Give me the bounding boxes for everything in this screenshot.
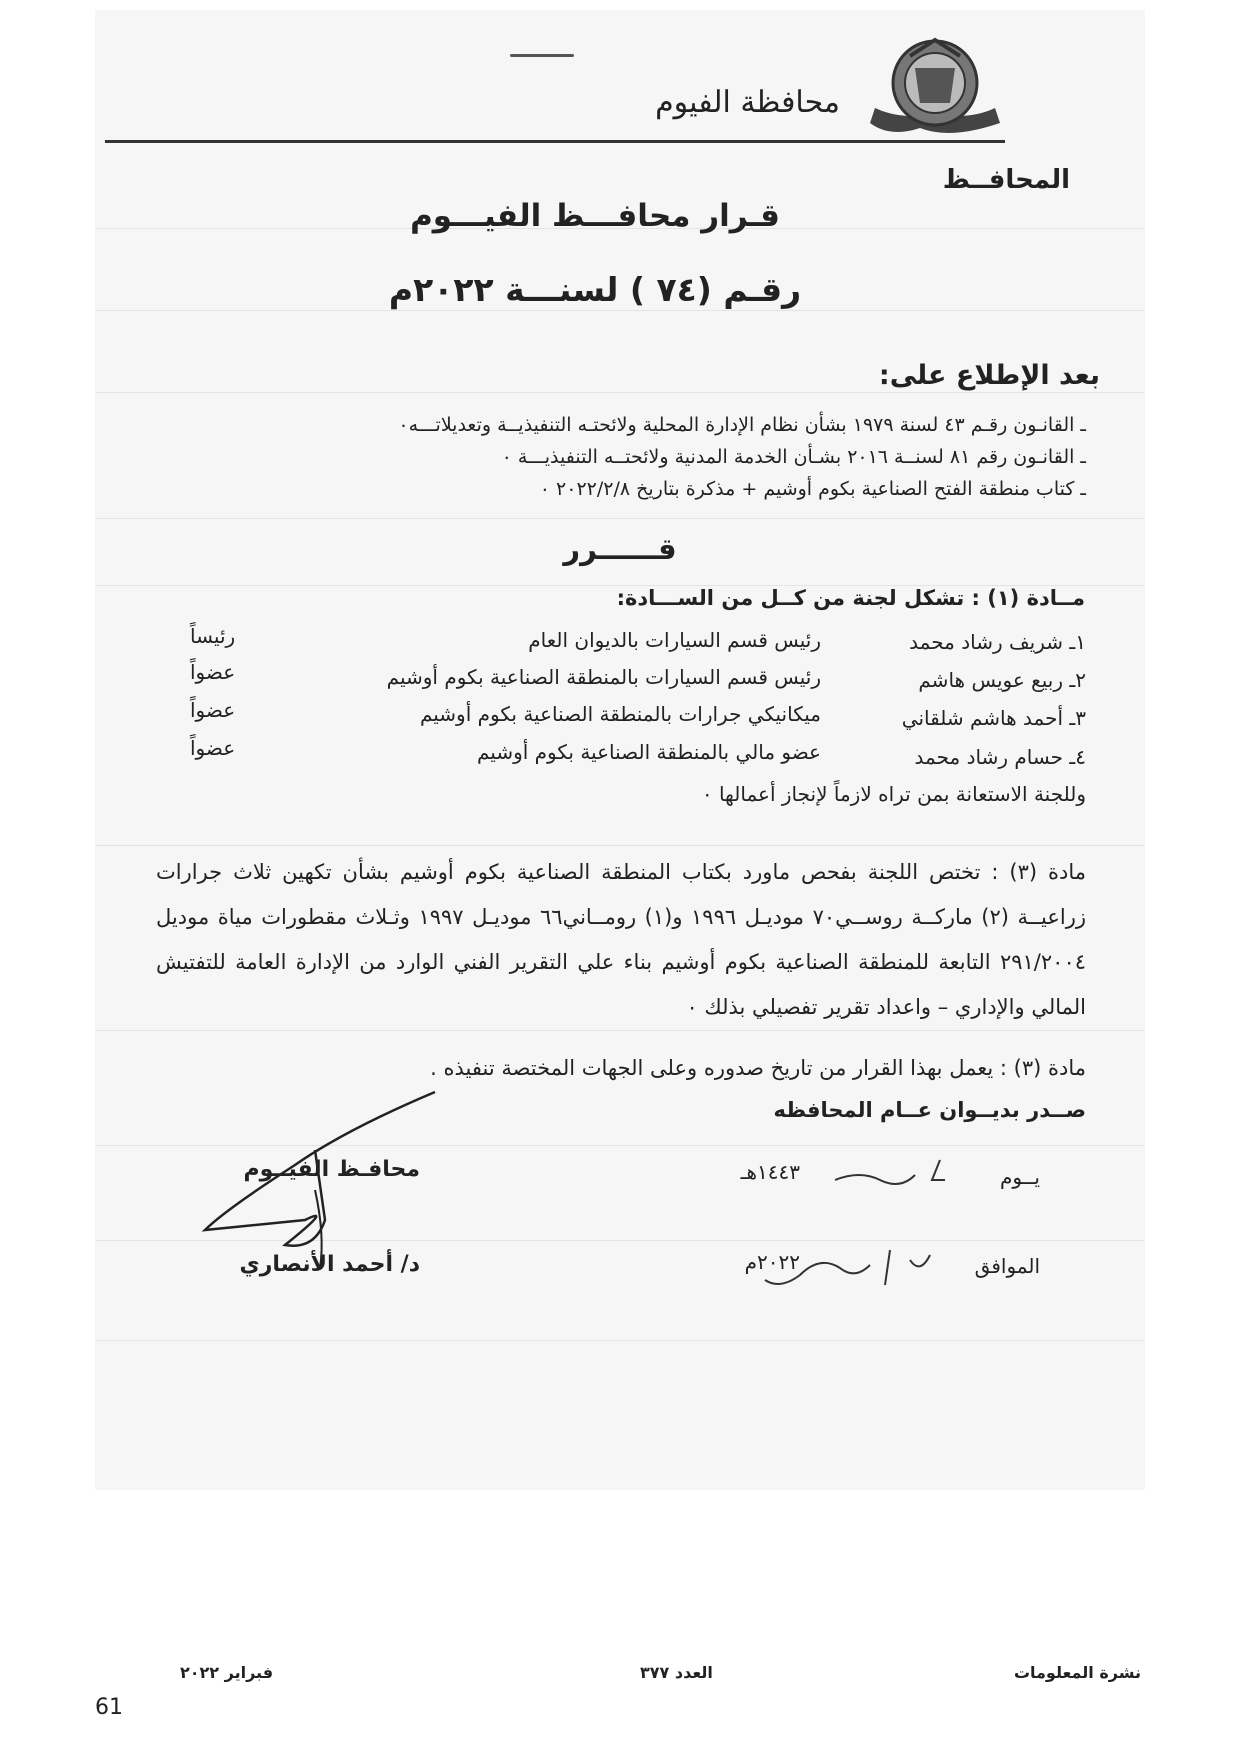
decision-heading: قــــــرر: [563, 532, 677, 566]
member-role: عضواً: [190, 660, 236, 684]
committee-statement: وللجنة الاستعانة بمن تراه لازماً لإنجاز أعمالها ٠: [701, 782, 1086, 806]
preamble-item: ـ القانـون رقـم ٤٣ لسنة ١٩٧٩ بشأن نظام الإدارة المحلية ولائحتـه التنفيذيــة وتعديلاتـــه٠: [398, 414, 1086, 436]
article3-text: مادة (٣) : يعمل بهذا القرار من تاريخ صدوره وعلى الجهات المختصة تنفيذه .: [430, 1056, 1086, 1080]
member-name: ١ـ شريف رشاد محمد: [909, 630, 1086, 654]
footer-publication: نشرة المعلومات: [1013, 1663, 1141, 1682]
governorate-seal-icon: [860, 28, 1010, 146]
office-label: المحافــظ: [942, 165, 1070, 195]
decree-title: قـرار محافـــظ الفيـــوم: [410, 198, 780, 234]
greg-date: ٢٠٢٢م: [744, 1250, 800, 1274]
member-title: رئيس قسم السيارات بالمنطقة الصناعية بكوم أوشيم: [386, 665, 821, 689]
preamble-item: ـ القانـون رقم ٨١ لسنــة ٢٠١٦ بشـأن الخدمة المدنية ولائحتــه التنفيذيـــة ٠: [501, 446, 1086, 468]
member-name: ٤ـ حسام رشاد محمد: [914, 745, 1086, 769]
greg-date-label: الموافق: [974, 1254, 1040, 1278]
header-dash: [510, 54, 574, 57]
footer-issue: العدد ٣٧٧: [640, 1663, 713, 1682]
day-label: يــوم: [1000, 1165, 1040, 1189]
member-name: ٣ـ أحمد هاشم شلقاني: [901, 706, 1086, 730]
article1-heading: مــادة (١) : تشكل لجنة من كــل من الســـادة:: [616, 586, 1085, 610]
handwritten-hijri-date-icon: [820, 1150, 960, 1200]
member-role: عضواً: [190, 698, 236, 722]
member-title: ميكانيكي جرارات بالمنطقة الصناعية بكوم أوشيم: [419, 702, 821, 726]
member-title: رئيس قسم السيارات بالديوان العام: [528, 628, 821, 652]
footer-date: فبراير ٢٠٢٢: [180, 1663, 274, 1682]
member-role: عضواً: [190, 736, 236, 760]
header-divider: [105, 140, 1005, 143]
signatory-title: محافـظ الفيــوم: [243, 1157, 420, 1182]
governorate-name: محافظة الفيوم: [655, 85, 840, 120]
article2-text: مادة (٣) : تختص اللجنة بفحص ماورد بكتاب المنطقة الصناعية بكوم أوشيم بشأن تكهين ثلاث جرارات زراعيــة (٢) ماركــة روســي٧٠ موديـل ١٩٩٦ و(١) رومــاني٦٦ موديـل ١٩٩٧ وثـلاث مقطورات مياة موديل ٢٩١/٢٠٠٤ التابعة للمنطقة الصناعية بكوم أوشيم بناء علي التقرير الفني الوارد من الإدارة العامة للتفتيش المالي والإداري – واعداد تقرير تفصيلي بذلك ٠: [156, 860, 1087, 1019]
member-title: عضو مالي بالمنطقة الصناعية بكوم أوشيم: [476, 740, 821, 764]
issued-line: صــدر بديــوان عــام المحافظه: [773, 1098, 1086, 1122]
member-name: ٢ـ ربيع عويس هاشم: [918, 668, 1086, 692]
page-number: 61: [95, 1695, 123, 1720]
preamble-heading: بعد الإطلاع على:: [878, 360, 1100, 391]
hijri-date: ١٤٤٣هـ: [740, 1160, 800, 1184]
signatory-name: د/ أحمد الأنصاري: [239, 1252, 420, 1277]
preamble-item: ـ كتاب منطقة الفتح الصناعية بكوم أوشيم + مذكرة بتاريخ ٢٠٢٢/٢/٨ ٠: [539, 478, 1086, 500]
decree-number: رقـم (٧٤ ) لسنـــة ٢٠٢٢م: [388, 270, 802, 309]
member-role: رئيساً: [190, 624, 236, 648]
